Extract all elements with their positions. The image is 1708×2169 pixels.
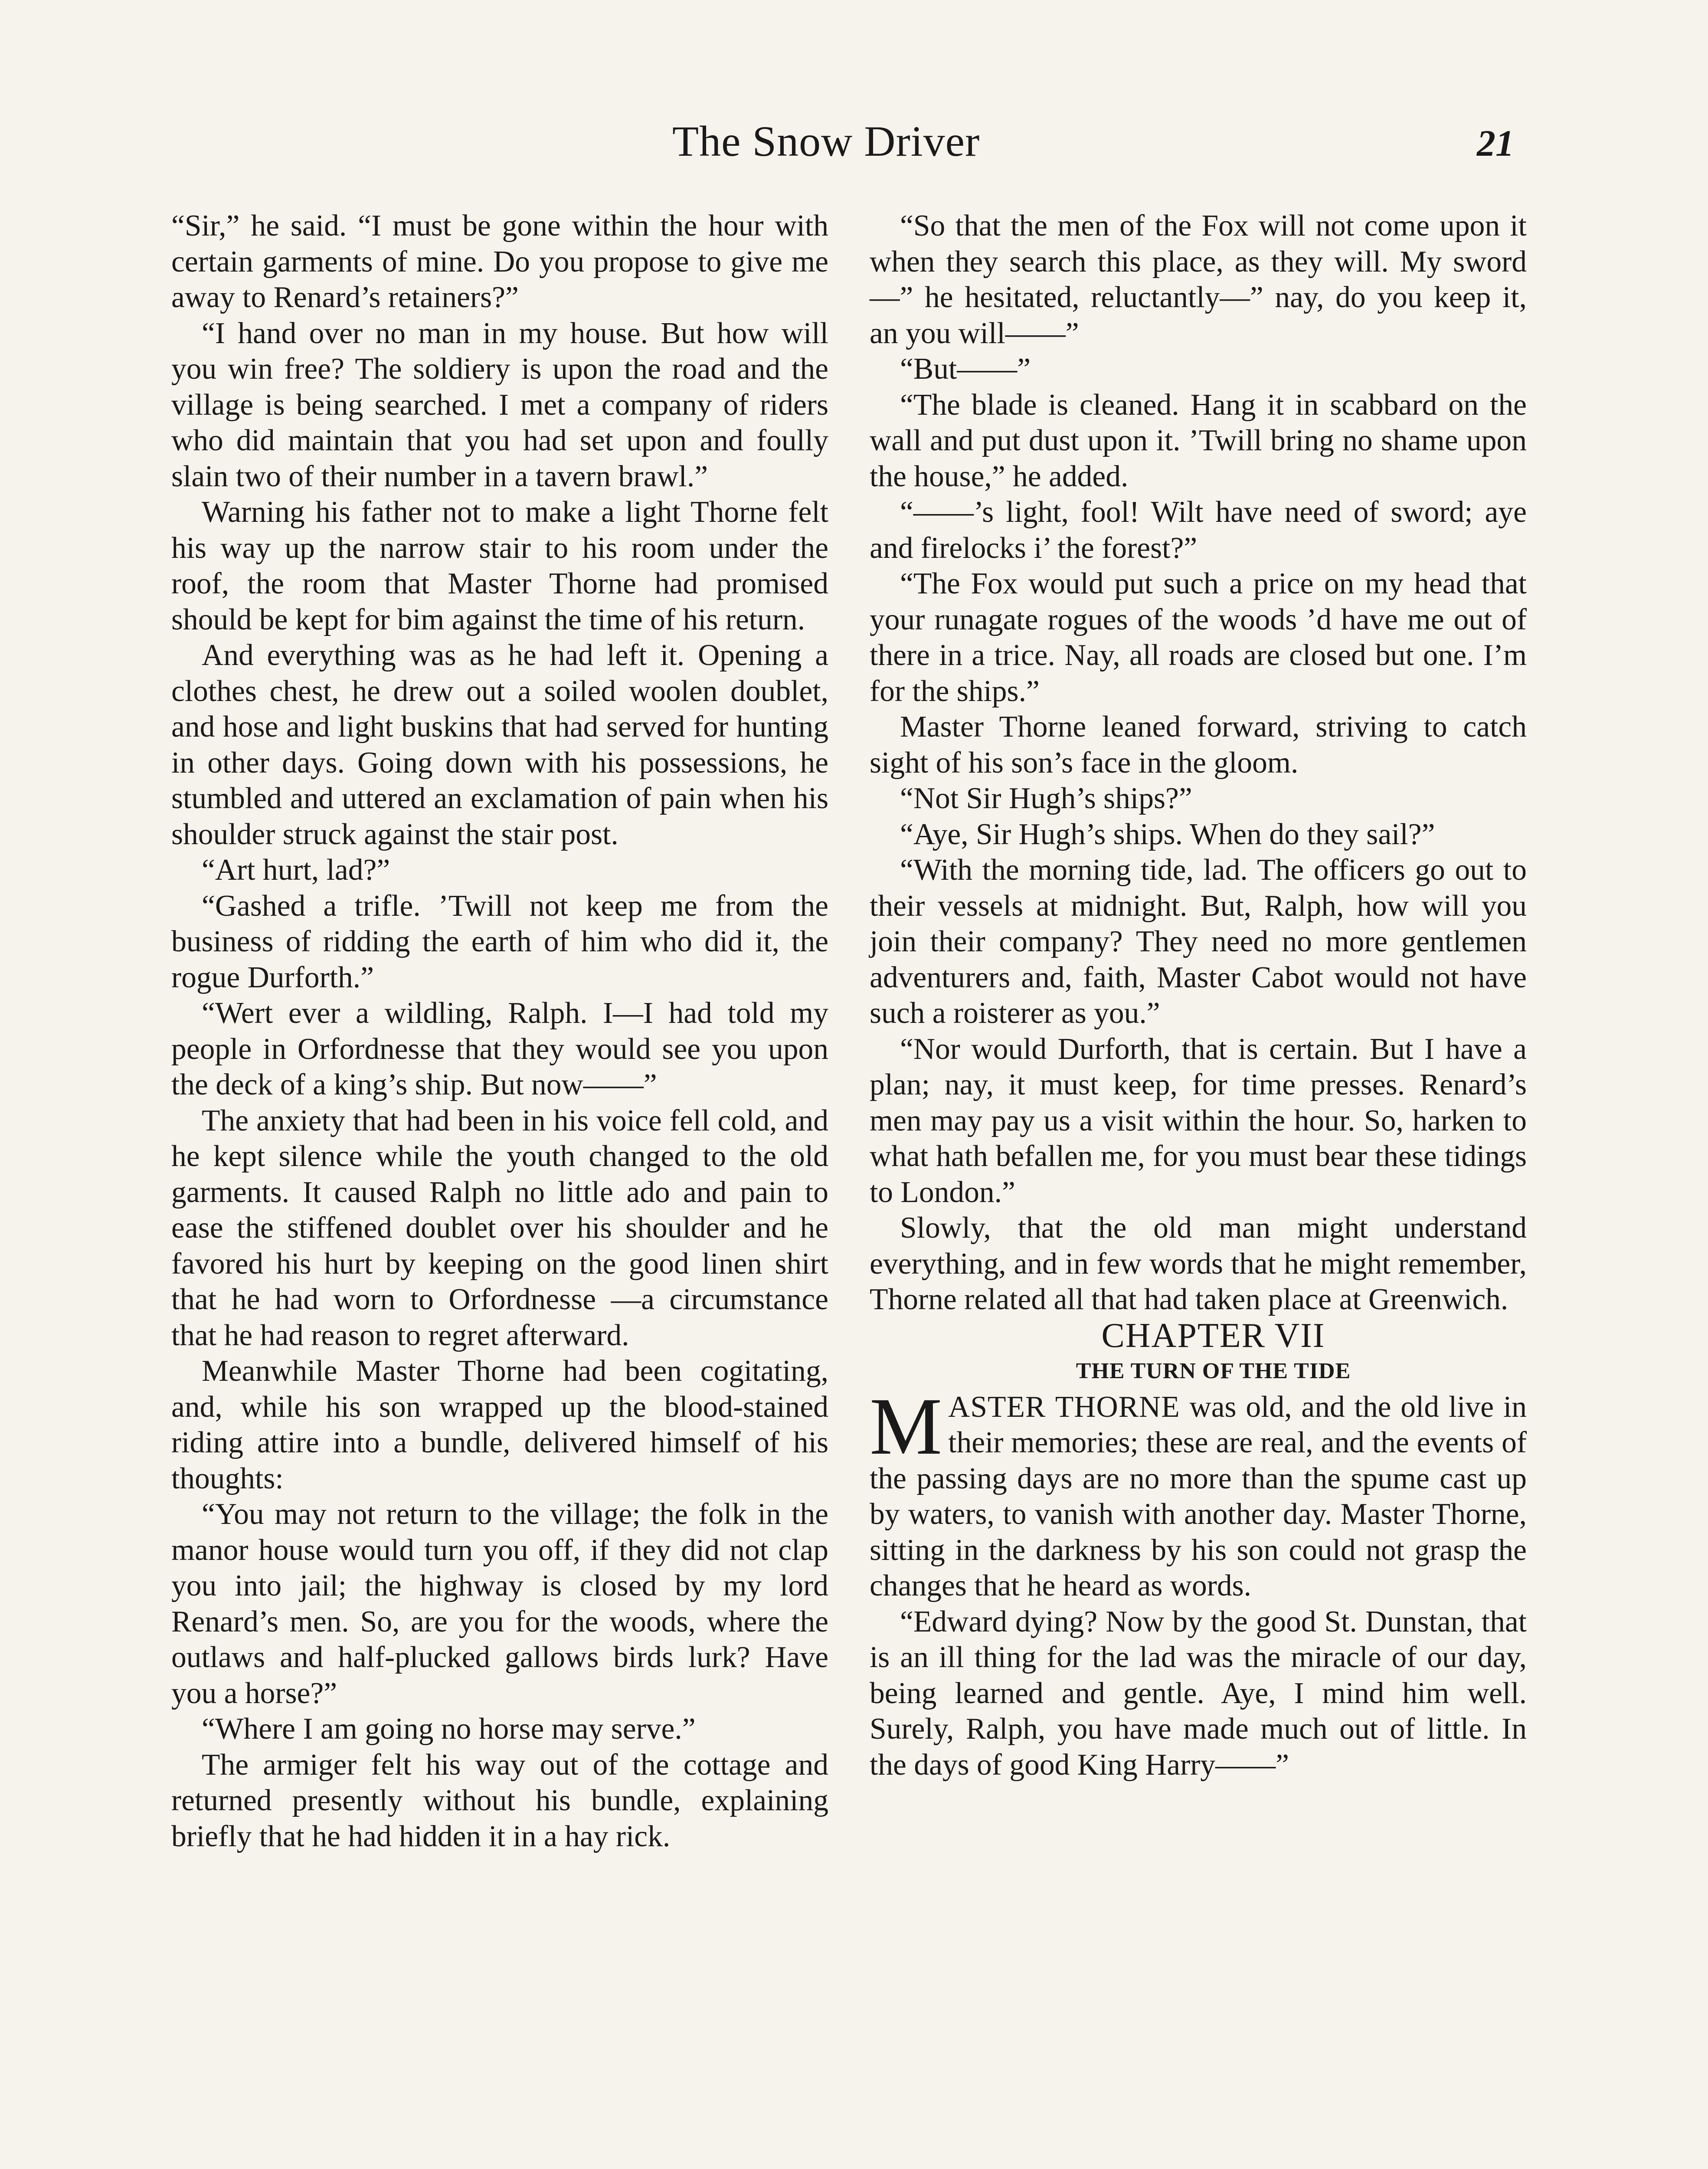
running-title: The Snow Driver: [672, 117, 980, 165]
paragraph: “So that the men of the Fox will not come upon it when they search this place, as they will. My sword—” he hesitated, reluctantly—” nay, do you keep it, an you will——”: [870, 209, 1527, 350]
chapter-subtitle: THE TURN OF THE TIDE: [1076, 1359, 1351, 1383]
paragraph: “Not Sir Hugh’s ships?”: [900, 782, 1192, 815]
chapter-opening-paragraph: [870, 1380, 1527, 1604]
paragraph: “The blade is cleaned. Hang it in scabbard on the wall and put dust upon it. ’Twill bring no shame upon the house,” he added.: [870, 388, 1527, 493]
paragraph: “Gashed a trifle. ’Twill not keep me from the business of ridding the earth of him who did it, the rogue Durforth.”: [171, 889, 828, 994]
right-column: [870, 208, 1527, 1783]
opening-text: was old, and the old live in their memories; these are real, and the events of the passing days are no more than the spume cast up by waters, to vanish with another day. Master Thorne, sitting in the darkness by his son could not grasp the changes that he heard as words.: [870, 1390, 1527, 1602]
paragraph: The anxiety that had been in his voice fell cold, and he kept silence while the youth changed to the old garments. It caused Ralph no little ado and pain to ease the stiffened doublet over his shoulder and he favored his hurt by keeping on the good linen shirt that he had worn to Orfordnesse —a circumstance that he had reason to regret afterward.: [171, 1104, 828, 1352]
paragraph: “Where I am going no horse may serve.”: [202, 1712, 696, 1746]
paragraph: “Wert ever a wildling, Ralph. I—I had told my people in Orfordnesse that they would see you upon the deck of a king’s ship. But now——”: [171, 996, 828, 1101]
chapter-heading: CHAPTER VII: [1101, 1316, 1325, 1355]
paragraph: “Art hurt, lad?”: [202, 853, 390, 887]
left-column: [171, 208, 828, 1854]
paragraph: Meanwhile Master Thorne had been cogitating, and, while his son wrapped up the blood-stained riding attire into a bundle, delivered himself of his thoughts:: [171, 1354, 828, 1495]
paragraph: “Nor would Durforth, that is certain. But I have a plan; nay, it must keep, for time presses. Renard’s men may pay us a visit within the hour. So, harken to what hath befallen me, for you must bear these tidings to London.”: [870, 1032, 1527, 1209]
paragraph: The armiger felt his way out of the cottage and returned presently without his bundle, explaining briefly that he had hidden it in a hay rick.: [171, 1748, 828, 1853]
opening-smallcaps: ASTER THORNE: [948, 1390, 1180, 1424]
paragraph: “But——”: [900, 352, 1031, 386]
paragraph: “Sir,” he said. “I must be gone within the hour with certain garments of mine. Do you propose to give me away to Renard’s retainers?”: [171, 209, 828, 314]
paragraph: “——’s light, fool! Wilt have need of sword; aye and firelocks i’ the forest?”: [870, 495, 1527, 565]
paragraph: “The Fox would put such a price on my head that your runagate rogues of the woods ’d have me out of there in a trice. Nay, all roads are closed but one. I’m for the ships.”: [870, 567, 1527, 708]
paragraph: “You may not return to the village; the folk in the manor house would turn you off, if they did not clap you into jail; the highway is closed by my lord Renard’s men. So, are you for the woods, where the outlaws and half-plucked gallows birds lurk? Have you a horse?”: [171, 1497, 828, 1710]
drop-cap: M: [870, 1380, 942, 1471]
page-number: 21: [1477, 122, 1514, 164]
paragraph: Master Thorne leaned forward, striving to catch sight of his son’s face in the gloom.: [870, 710, 1527, 780]
paragraph: “With the morning tide, lad. The officers go out to their vessels at midnight. But, Ralph, how will you join their company? They need no more gentlemen adventurers and, faith, Master Cabot would not have such a roisterer as you.”: [870, 853, 1527, 1030]
paragraph: “I hand over no man in my house. But how will you win free? The soldiery is upon the road and the village is being searched. I met a company of riders who did maintain that you had set upon and foully slain two of their number in a tavern brawl.”: [171, 316, 828, 493]
paragraph: Slowly, that the old man might understand everything, and in few words that he might remember, Thorne related all that had taken place at Greenwich.: [870, 1211, 1527, 1316]
paragraph: And everything was as he had left it. Opening a clothes chest, he drew out a soiled woolen doublet, and hose and light buskins that had served for hunting in other days. Going down with his possessions, he stumbled and uttered an exclamation of pain when his shoulder struck against the stair post.: [171, 639, 828, 851]
paragraph: “Edward dying? Now by the good St. Dunstan, that is an ill thing for the lad was the miracle of our day, being learned and gentle. Aye, I mind him well. Surely, Ralph, you have made much out of little. In the days of good King Harry——”: [870, 1605, 1527, 1782]
paragraph: Warning his father not to make a light Thorne felt his way up the narrow stair to his room under the roof, the room that Master Thorne had promised should be kept for bim against the time of his return.: [171, 495, 828, 636]
paragraph: “Aye, Sir Hugh’s ships. When do they sail?”: [900, 817, 1435, 851]
